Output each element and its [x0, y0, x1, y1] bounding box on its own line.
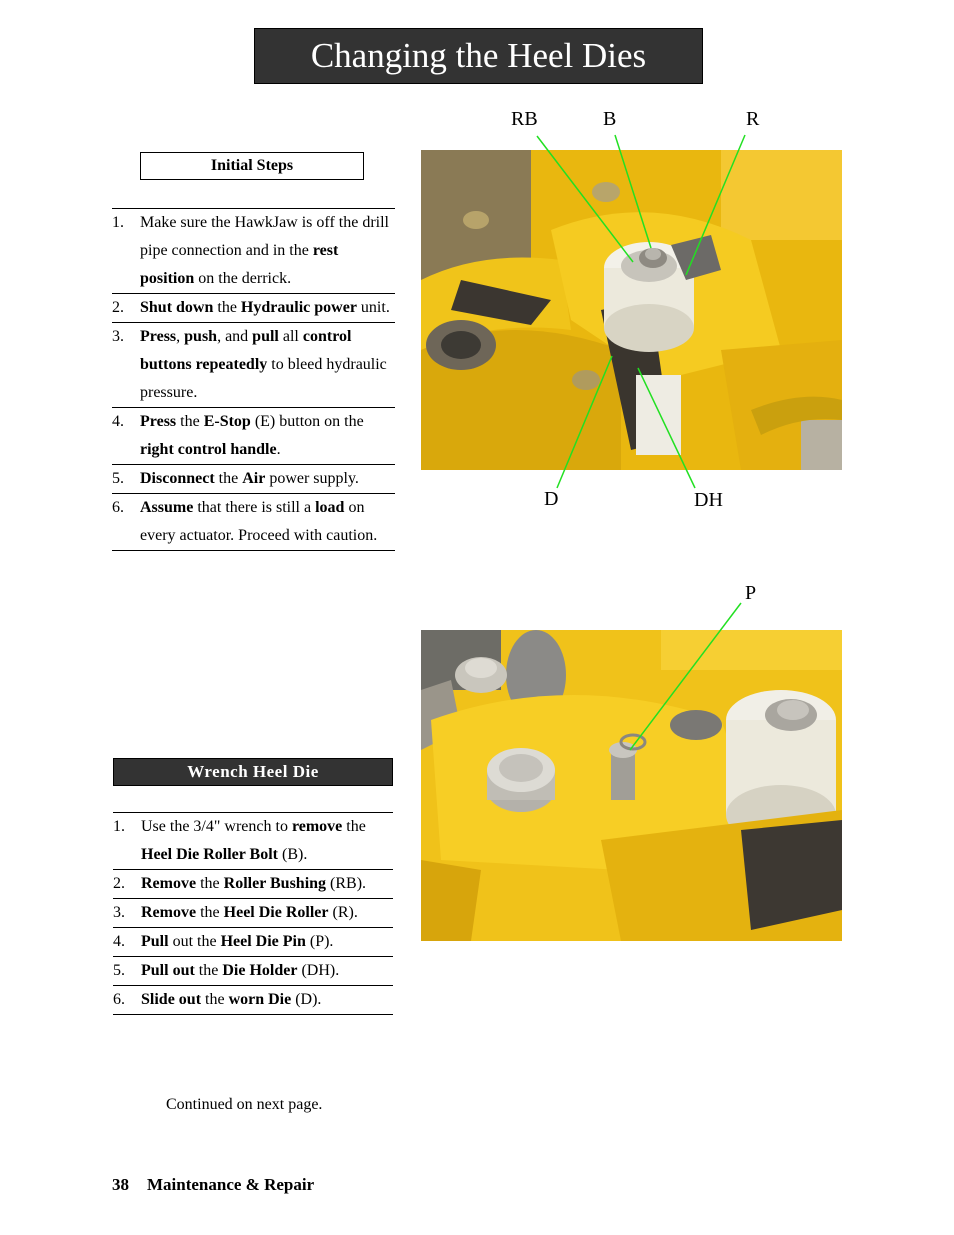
step-text: power supply. [265, 470, 359, 487]
step-text: unit. [356, 299, 390, 316]
callout-label-pin: P [745, 582, 757, 604]
step-emphasis: Remove [141, 875, 197, 892]
step-text: (DH). [297, 962, 340, 979]
step-number: 1. [112, 214, 124, 231]
heel-die-assembly-illustration [421, 150, 842, 470]
step-emphasis: worn Die [228, 991, 292, 1008]
step-text: the [176, 413, 204, 430]
step-text: the [213, 299, 241, 316]
page-number: 38 [112, 1175, 129, 1194]
callout-label-die: D [544, 488, 559, 510]
step-number: 4. [112, 413, 124, 430]
step-item [113, 957, 393, 986]
step-number: 5. [112, 470, 124, 487]
continued-note: Continued on next page. [166, 1096, 323, 1113]
wrench-heel-die-heading: Wrench Heel Die [113, 758, 393, 786]
step-emphasis: Disconnect [140, 470, 215, 487]
step-number: 6. [113, 991, 125, 1008]
step-emphasis: Die Holder [222, 962, 298, 979]
step-text: (RB). [326, 875, 367, 892]
step-number: 3. [113, 904, 125, 921]
step-number: 2. [113, 875, 125, 892]
step-text: (B). [278, 846, 308, 863]
step-text: the [201, 991, 229, 1008]
page-footer [112, 1175, 314, 1195]
step-text: the [214, 470, 243, 487]
footer-section: Maintenance & Repair [147, 1175, 315, 1194]
heel-die-pin-photo [421, 630, 842, 941]
step-item [113, 813, 393, 870]
step-text: (E) button on the [250, 413, 364, 430]
step-item [113, 928, 393, 957]
callout-label-die-holder: DH [694, 489, 723, 511]
step-emphasis: Shut down [140, 299, 214, 316]
step-text: on every actuator. Proceed with caution. [140, 499, 378, 544]
step-emphasis: Pull out [141, 962, 195, 979]
step-item [112, 294, 395, 323]
step-text: (R). [328, 904, 358, 921]
step-number: 3. [112, 328, 124, 345]
step-text: the [194, 962, 223, 979]
step-text: the [196, 904, 224, 921]
step-text: . [276, 441, 281, 458]
step-item [112, 408, 395, 465]
step-emphasis: pull [252, 328, 279, 345]
step-item [113, 899, 393, 928]
step-number: 1. [113, 818, 125, 835]
step-emphasis: push [184, 328, 218, 345]
step-item [112, 209, 395, 294]
step-emphasis: Heel Die Pin [220, 933, 306, 950]
step-emphasis: control buttons repeatedly [140, 328, 352, 373]
step-emphasis: Press [140, 413, 177, 430]
step-item [113, 870, 393, 899]
step-emphasis: right control handle [140, 441, 277, 458]
callout-label-roller-bushing: RB [511, 108, 538, 130]
initial-steps-heading: Initial Steps [140, 152, 364, 180]
callout-label-bolt: B [603, 108, 617, 130]
heel-die-pin-illustration [421, 630, 842, 941]
step-emphasis: remove [291, 818, 343, 835]
step-emphasis: Heel Die Roller Bolt [141, 846, 278, 863]
step-emphasis: Air [242, 470, 266, 487]
step-number: 4. [113, 933, 125, 950]
callout-label-roller: R [746, 108, 760, 130]
step-text: Make sure the HawkJaw is off the drill pipe connection and in the [140, 214, 389, 259]
step-text: that there is still a [193, 499, 316, 516]
step-text: , and [217, 328, 253, 345]
step-text: the [342, 818, 366, 835]
step-emphasis: rest position [140, 242, 339, 287]
step-text: the [196, 875, 224, 892]
heel-die-assembly-photo [421, 150, 842, 470]
step-emphasis: Press [140, 328, 177, 345]
step-emphasis: Pull [141, 933, 169, 950]
step-text: Use the 3/4" wrench to [141, 818, 292, 835]
step-text: on the derrick. [194, 270, 292, 287]
initial-steps-list [112, 208, 395, 551]
step-number: 5. [113, 962, 125, 979]
step-emphasis: Slide out [141, 991, 202, 1008]
step-emphasis: Roller Bushing [223, 875, 327, 892]
step-item [112, 465, 395, 494]
step-emphasis: E-Stop [203, 413, 251, 430]
step-emphasis: Remove [141, 904, 197, 921]
step-text: (D). [291, 991, 322, 1008]
step-text: , [176, 328, 185, 345]
step-item [112, 323, 395, 408]
step-item [112, 494, 395, 551]
step-number: 2. [112, 299, 124, 316]
step-emphasis: load [315, 499, 345, 516]
page-title: Changing the Heel Dies [254, 28, 703, 84]
step-number: 6. [112, 499, 124, 516]
step-text: to bleed hydraulic pressure. [140, 356, 387, 401]
step-text: (P). [305, 933, 334, 950]
wrench-steps-list [113, 812, 393, 1015]
step-emphasis: Heel Die Roller [223, 904, 329, 921]
step-emphasis: Assume [140, 499, 194, 516]
step-item [113, 986, 393, 1015]
step-text: all [278, 328, 303, 345]
step-emphasis: Hydraulic power [240, 299, 357, 316]
step-text: out the [168, 933, 221, 950]
